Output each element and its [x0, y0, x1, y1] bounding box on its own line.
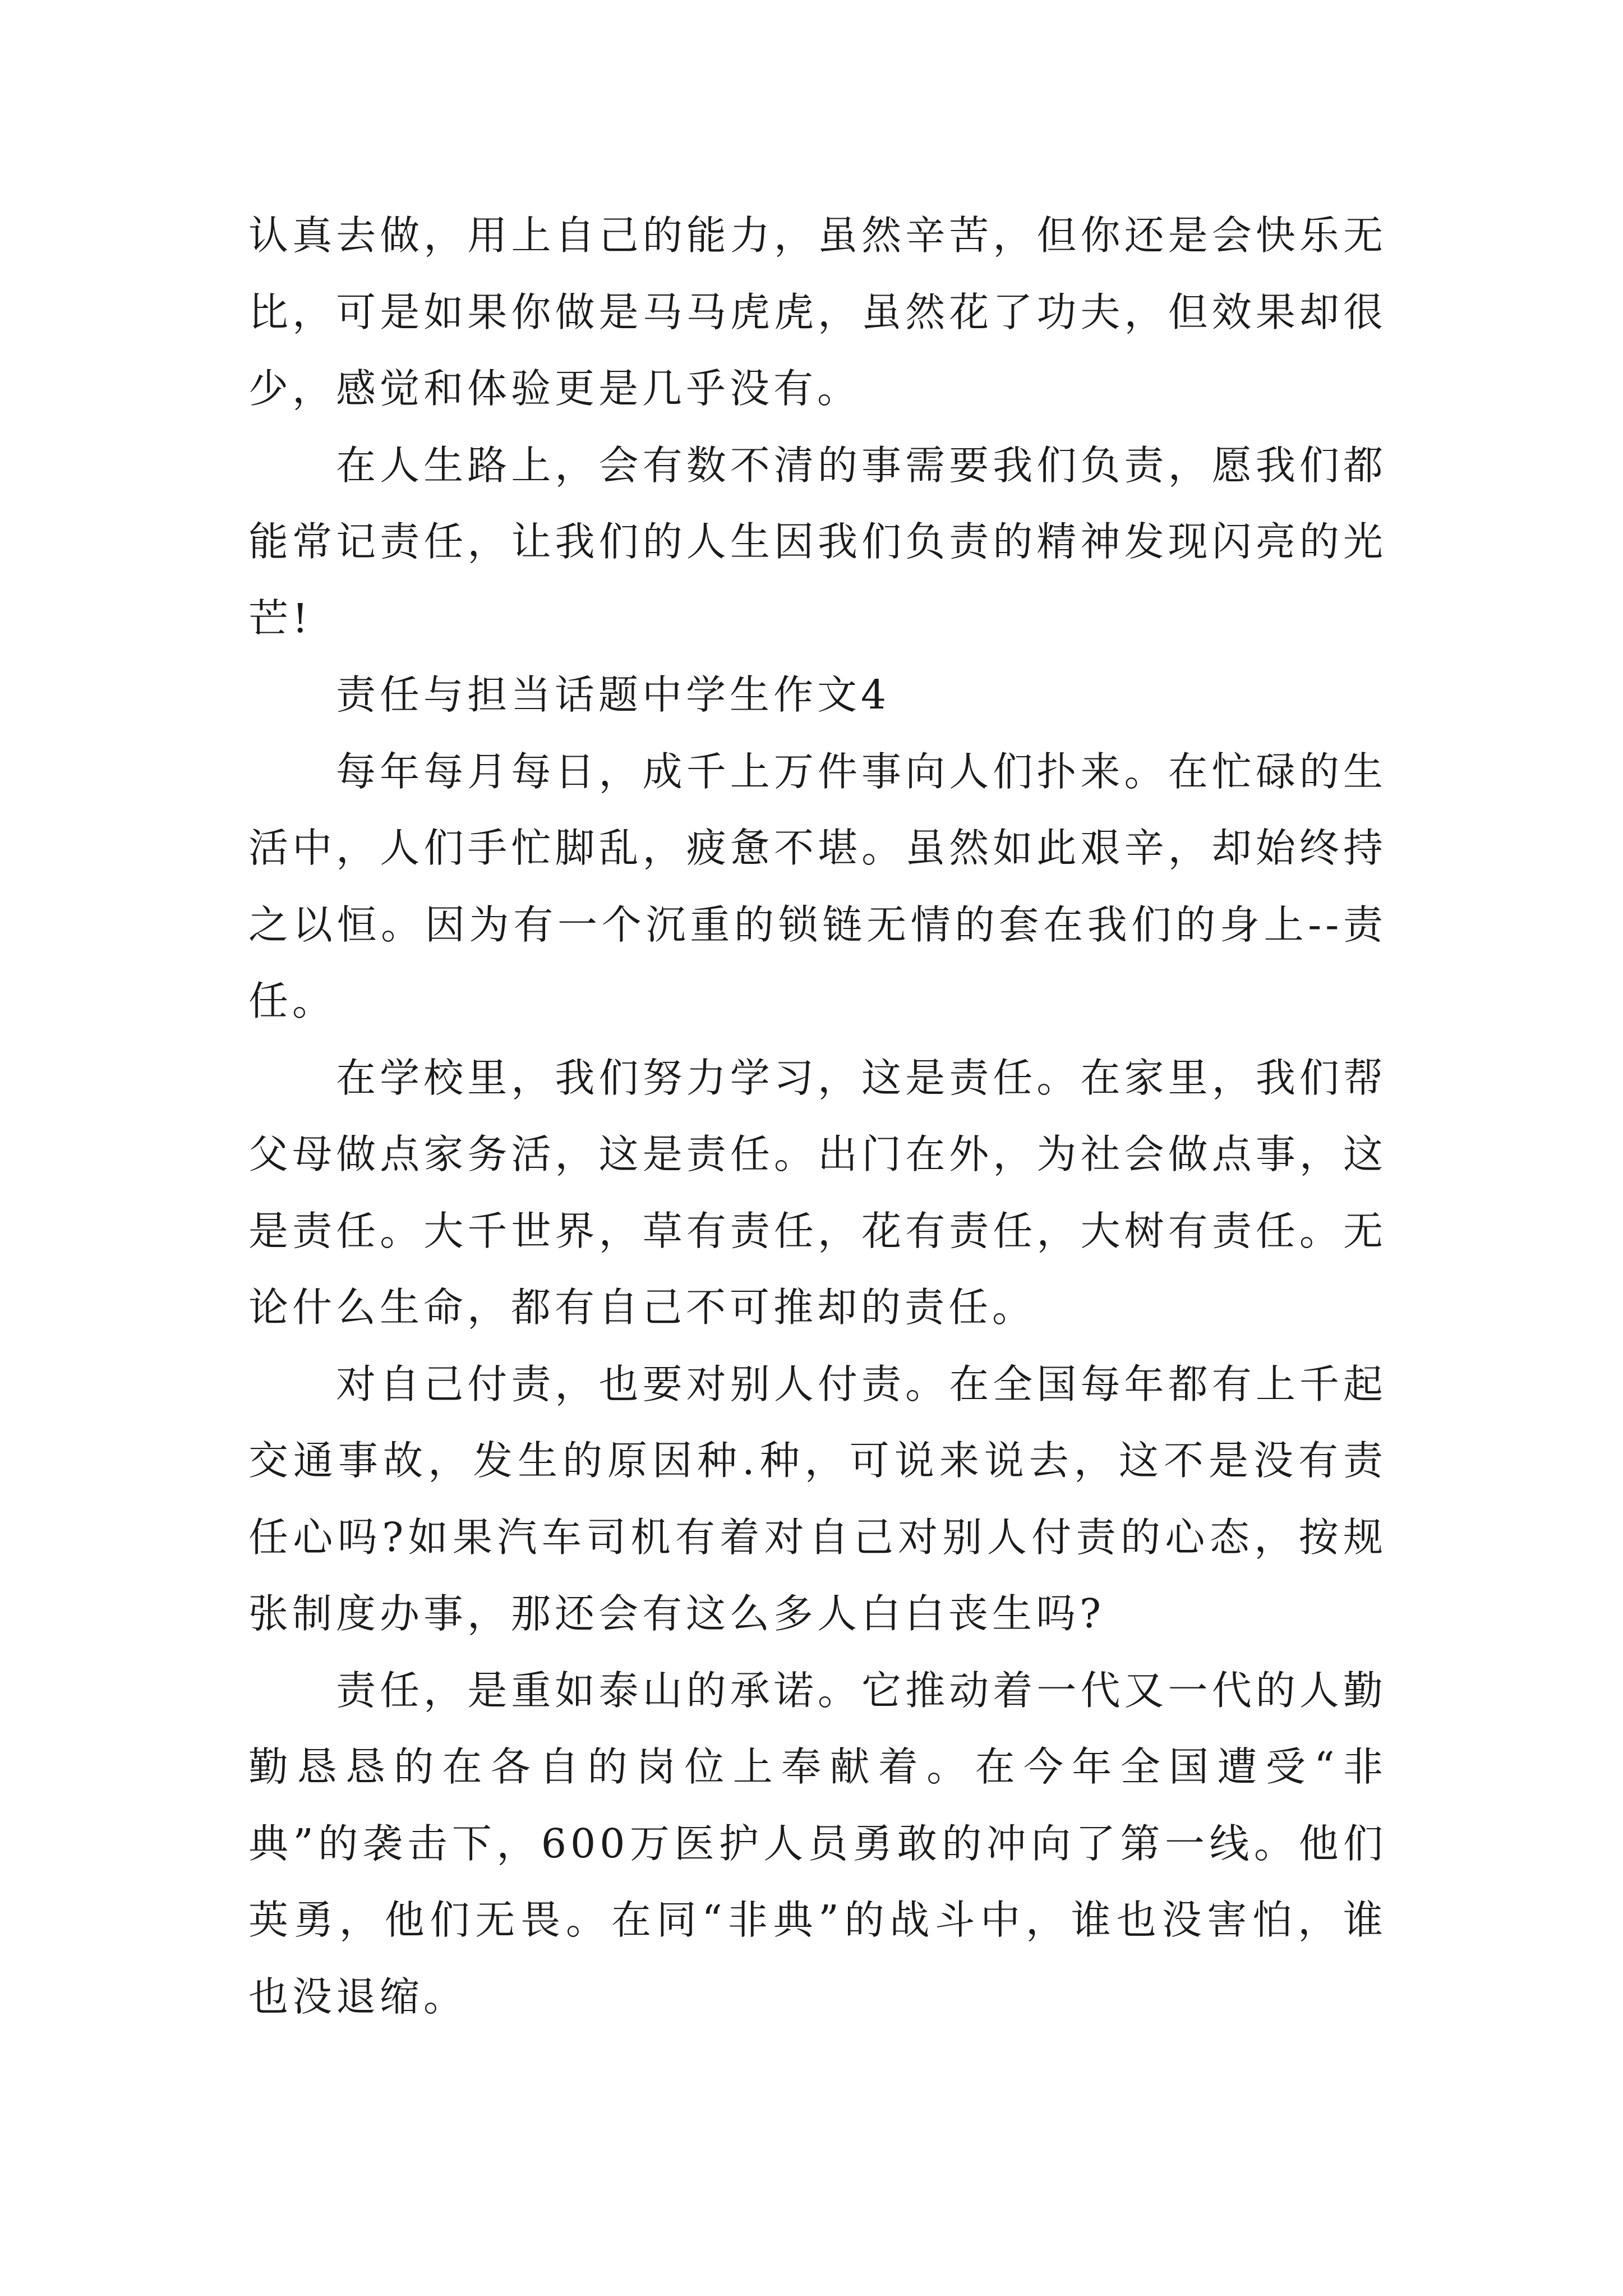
section-heading: 责任与担当话题中学生作文4 [336, 671, 891, 718]
paragraph-3: 每年每月每日，成千上万件事向人们扑来。在忙碌的生活中，人们手忙脚乱，疲惫不堪。虽然如此艰辛，却始终持之以恒。因为有一个沉重的锁链无情的套在我们的身上--责任。 [248, 748, 1387, 1024]
paragraph-6: 责任，是重如泰山的承诺。它推动着一代又一代的人勤勤恳恳的在各自的岗位上奉献着。在今年全国遭受“非典”的袭击下，600万医护人员勇敢的冲向了第一线。他们英勇，他们无畏。在同“非典”的战斗中，谁也没害怕，谁也没退缩。 [248, 1667, 1387, 2020]
paragraph-1: 认真去做，用上自己的能力，虽然辛苦，但你还是会快乐无比，可是如果你做是马马虎虎，虽然花了功夫，但效果却很少，感觉和体验更是几乎没有。 [248, 212, 1387, 412]
paragraph-2: 在人生路上，会有数不清的事需要我们负责，愿我们都能常记责任，让我们的人生因我们负责的精神发现闪亮的光芒! [248, 441, 1387, 642]
document-body [248, 197, 1387, 2035]
paragraph-4: 在学校里，我们努力学习，这是责任。在家里，我们帮父母做点家务活，这是责任。出门在外，为社会做点事，这是责任。大千世界，草有责任，花有责任，大树有责任。无论什么生命，都有自己不可推却的责任。 [248, 1054, 1387, 1331]
paragraph-5: 对自己付责，也要对别人付责。在全国每年都有上千起交通事故，发生的原因种.种，可说来说去，这不是没有责任心吗?如果汽车司机有着对自己对别人付责的心态，按规张制度办事，那还会有这么多人白白丧生吗? [248, 1360, 1387, 1637]
